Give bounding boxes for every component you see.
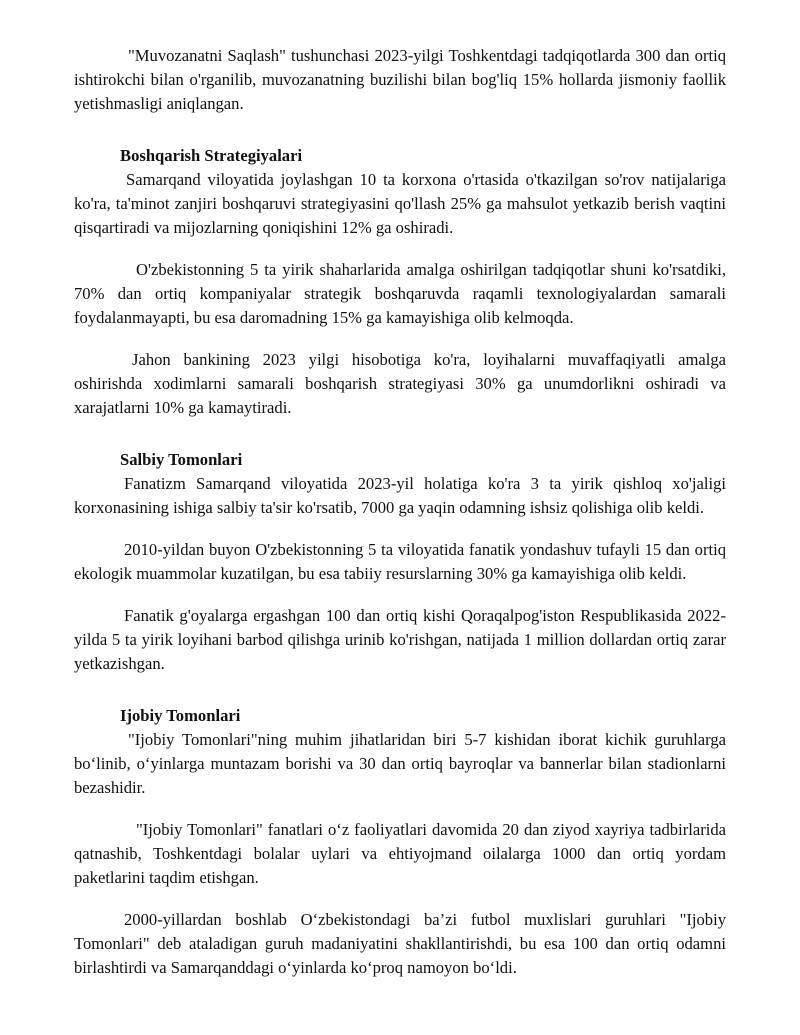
section3-paragraph-3: 2000-yillardan boshlab O‘zbekistondagi ba’zi futbol muxlislari guruhlari "Ijobiy Tomonlari" deb ataladigan guruh madaniyatini shakllantirishdi, bu esa 100 dan ortiq odamni birlashtirdi va Samarqanddagi o‘yinlarda ko‘proq namoyon bo‘ldi. (74, 910, 726, 977)
section-heading-salbiy: Salbiy Tomonlari (120, 450, 243, 469)
section-heading-ijobiy: Ijobiy Tomonlari (120, 706, 241, 725)
section1-paragraph-2: O'zbekistonning 5 ta yirik shaharlarida amalga oshirilgan tadqiqotlar shuni ko'rsatdiki, 70% dan ortiq kompaniyalar strategik boshqaruvda raqamli texnologiyalardan samarali foydalanmayapti, bu esa daromadning 15% ga kamayishiga olib kelmoqda. (74, 260, 726, 327)
section3-paragraph-2: "Ijobiy Tomonlari" fanatlari o‘z faoliyatlari davomida 20 dan ziyod xayriya tadbirlarida qatnashib, Toshkentdagi bolalar uylari va ehtiyojmand oilalarga 1000 dan ortiq yordam paketlarini taqdim etishgan. (74, 820, 726, 887)
section-heading-boshqarish: Boshqarish Strategiyalari (120, 146, 303, 165)
intro-paragraph: "Muvozanatni Saqlash" tushunchasi 2023-yilgi Toshkentdagi tadqiqotlarda 300 dan ortiq ishtirokchi bilan o'rganilib, muvozanatning buzilishi bilan bog'liq 15% hollarda jismoniy faollik yetishmasligi aniqlangan. (74, 46, 726, 113)
section1-paragraph-3: Jahon bankining 2023 yilgi hisobotiga ko'ra, loyihalarni muvaffaqiyatli amalga oshirishda xodimlarni samarali boshqarish strategiyasi 30% ga unumdorlikni oshiradi va xarajatlarni 10% ga kamaytiradi. (74, 350, 726, 417)
section2-paragraph-1: Fanatizm Samarqand viloyatida 2023-yil holatiga ko'ra 3 ta yirik qishloq xo'jaligi korxonasining ishiga salbiy ta'sir ko'rsatib, 7000 ga yaqin odamning ishsiz qolishiga olib keldi. (74, 474, 726, 517)
section2-paragraph-3: Fanatik g'oyalarga ergashgan 100 dan ortiq kishi Qoraqalpog'iston Respublikasida 2022-yilda 5 ta yirik loyihani barbod qilishga urinib ko'rishgan, natijada 1 million dollardan ortiq zarar yetkazishgan. (74, 606, 726, 673)
document-page (74, 44, 726, 980)
section2-paragraph-2: 2010-yildan buyon O'zbekistonning 5 ta viloyatida fanatik yondashuv tufayli 15 dan ortiq ekologik muammolar kuzatilgan, bu esa tabiiy resurslarning 30% ga kamayishiga olib keldi. (74, 540, 726, 583)
section3-paragraph-1: "Ijobiy Tomonlari"ning muhim jihatlaridan biri 5-7 kishidan iborat kichik guruhlarga bo‘linib, o‘yinlarga muntazam borishi va 30 dan ortiq bayroqlar va bannerlar bilan stadionlarni bezashidir. (74, 730, 726, 797)
section1-paragraph-1: Samarqand viloyatida joylashgan 10 ta korxona o'rtasida o'tkazilgan so'rov natijalariga ko'ra, ta'minot zanjiri boshqaruvi strategiyasini qo'llash 25% ga mahsulot yetkazib berish vaqtini qisqartiradi va mijozlarning qoniqishini 12% ga oshiradi. (74, 170, 726, 237)
